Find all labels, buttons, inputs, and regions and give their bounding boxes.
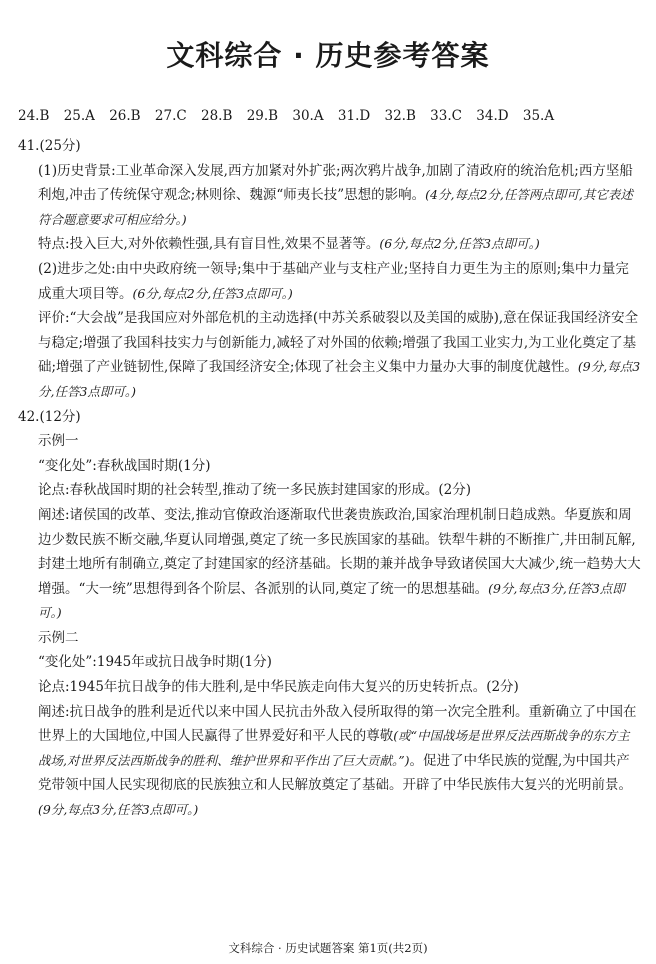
- answer-35: 35.A: [522, 108, 555, 124]
- q41-header: 41.(25分): [18, 138, 81, 154]
- example-1-note: (9分,每点3分,任答3点即可。): [38, 580, 625, 621]
- page-title: 文科综合 · 历史参考答案: [166, 39, 490, 72]
- answer-30: 30.A: [292, 108, 324, 124]
- example-2-elaboration: [38, 700, 642, 823]
- answer-31: 31.D: [337, 108, 371, 124]
- example-2-label: 示例二: [38, 629, 79, 646]
- answer-32: 32.B: [384, 108, 416, 124]
- q41-features-text: 特点:投入巨大,对外依赖性强,具有盲目性,效果不显著等。: [38, 236, 380, 253]
- q42-header: 42.(12分): [18, 408, 81, 425]
- example-2-body-note: (或“中国战场是世界反法西斯战争的东方主战场,对世界反法西斯战争的胜利、维护世界和平作出了巨大贡献。”): [38, 728, 630, 768]
- q41-progress: [38, 257, 642, 306]
- answer-34: 34.D: [476, 108, 509, 124]
- q41-background-text: (1)历史背景:工业革命深入发展,西方加紧对外扩张;两次鸦片战争,加剧了清政府的统治危机;西方坚船利炮,冲击了传统保守观念;林则徐、魏源“师夷长技”思想的影响。: [38, 162, 633, 204]
- example-1-elaboration: [38, 503, 642, 626]
- example-2-body: 阐述:抗日战争的胜利是近代以来中国人民抗击外敌入侵所取得的第一次完全胜利。重新确立了中国在世界上的大国地位,中国人民赢得了世界爱好和平人民的尊敬: [38, 703, 637, 745]
- answer-content: [18, 134, 642, 823]
- example-1-label: 示例一: [38, 433, 79, 450]
- q42-body: [18, 429, 642, 823]
- example-2-thesis: 论点:1945年抗日战争的伟大胜利,是中华民族走向伟大复兴的历史转折点。(2分): [38, 679, 519, 696]
- answer-25: 25.A: [63, 108, 95, 124]
- example-1-change: “变化处”:春秋战国时期(1分): [38, 457, 211, 474]
- example-2-note: (9分,每点3分,任答3点即可。): [38, 802, 199, 818]
- q41-evaluation-text: 评价:“大会战”是我国应对外部危机的主动选择(中苏关系破裂以及美国的威胁),意在保证我国经济安全与稳定;增强了我国科技实力与创新能力,减轻了对外国的依赖;增强了我国工业实力,为工业化奠定了基础;增强了产业链韧性,保障了我国经济安全;体现了社会主义集中力量办大事的制度优越性。: [38, 310, 639, 376]
- q41-features: [38, 232, 642, 257]
- answer-27: 27.C: [154, 108, 187, 124]
- answer-33: 33.C: [430, 108, 462, 124]
- multiple-choice-answers: [18, 108, 554, 124]
- answer-29: 29.B: [246, 108, 279, 124]
- q41-background: [38, 159, 642, 233]
- page-footer: 文科综合 · 历史试题答案 第1页(共2页): [228, 941, 428, 955]
- q41-background-note: (4分,每点2分,任答两点即可,其它表述符合题意要求可相应给分。): [38, 187, 633, 227]
- answer-28: 28.B: [201, 108, 233, 124]
- q41-evaluation: [38, 306, 642, 404]
- q41-features-note: (6分,每点2分,任答3点即可。): [379, 236, 540, 252]
- answer-26: 26.B: [109, 108, 141, 124]
- q41-progress-note: (6分,每点2分,任答3点即可。): [132, 285, 293, 301]
- q41-evaluation-note: (9分,每点3分,任答3点即可。): [38, 359, 641, 399]
- answer-24: 24.B: [18, 108, 50, 124]
- example-2-body-continued: 。促进了中华民族的觉醒,为中国共产党带领中国人民实现彻底的民族独立和人民解放奠定了基础。开辟了中华民族伟大复兴的光明前景。: [38, 752, 632, 794]
- example-2-change: “变化处”:1945年或抗日战争时期(1分): [38, 654, 272, 671]
- example-1-body: 阐述:诸侯国的改革、变法,推动官僚政治逐渐取代世袭贵族政治,国家治理机制日趋成熟。华夏族和周边少数民族不断交融,华夏认同增强,奠定了统一多民族国家的基础。铁犁牛耕的不断推广,井田制瓦解,封建土地所有制确立,奠定了封建国家的经济基础。长期的兼并战争导致诸侯国大大减少,统一趋势大大增强。“大一统”思想得到各个阶层、各派别的认同,奠定了统一的思想基础。: [38, 506, 641, 597]
- q41-progress-text: (2)进步之处:由中央政府统一领导;集中于基础产业与支柱产业;坚持自力更生为主的原则;集中力量完成重大项目等。: [38, 260, 629, 302]
- q41-body: [18, 159, 642, 405]
- example-1-thesis: 论点:春秋战国时期的社会转型,推动了统一多民族封建国家的形成。(2分): [38, 482, 471, 499]
